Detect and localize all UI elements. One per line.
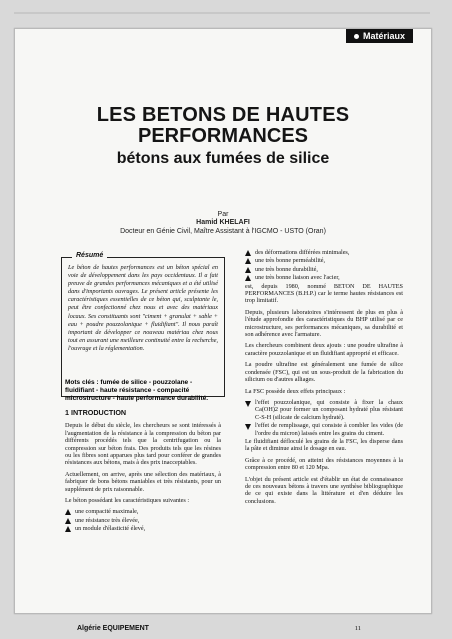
- triangle-down-bullet-icon: [245, 424, 251, 430]
- list-item-text: un module d'élasticité élevé,: [75, 525, 146, 533]
- intro-paragraph-3: Le béton possédant les caractéristiques suivantes :: [65, 497, 190, 505]
- section-title-intro: 1 INTRODUCTION: [65, 408, 127, 417]
- list-item-text: l'effet pouzzolanique, qui consiste à fixer la chaux Ca(OH)2 pour former un composant hydraté plus résistant C-S-H (silicate de calcium hydraté).: [255, 398, 403, 421]
- bullet-icon: [354, 34, 359, 39]
- author-name: Hamid KHELAFI: [196, 219, 250, 227]
- keywords-label: Mots clés :: [65, 379, 99, 386]
- page-title: [15, 105, 431, 168]
- document-page: [14, 28, 432, 632]
- keywords-text: fumée de silice - pouzzolane - fluidifiant - haute résistance - compacité microstructure - haute performance durabilité.: [65, 379, 209, 403]
- paragraph-fsc-effects-intro: La FSC possède deux effets principaux :: [245, 387, 346, 395]
- paragraph-researchers: Les chercheurs combinent deux ajouts : une poudre ultrafine à caractère pouzzolanique et un fluidifiant approprié et efficace.: [245, 342, 403, 357]
- characteristics-list: [65, 508, 221, 532]
- characteristics-list-continued: [245, 249, 403, 282]
- author-affiliation: Docteur en Génie Civil, Maître Assistant à l'IGCMO - USTO (Oran): [120, 227, 326, 235]
- section-tag: [346, 29, 413, 43]
- left-column: [65, 405, 221, 534]
- fsc-effects-list: [245, 399, 403, 437]
- footer-publication: Algérie EQUIPEMENT: [77, 625, 149, 632]
- paragraph-article-objective: L'objet du présent article est d'établir un état de connaissance de ces nouveaux bétons à travers une synthèse bibliographique de ce qui existe dans la littérature et d'en déduire les conclusions.: [245, 475, 403, 505]
- list-item-text: une compacité maximale,: [75, 508, 139, 516]
- list-item: [245, 274, 403, 281]
- title-line-3: bétons aux fumées de silice: [116, 150, 330, 167]
- byline-par: Par: [217, 211, 229, 218]
- triangle-bullet-icon: [245, 267, 251, 273]
- list-item: [65, 525, 221, 532]
- intro-paragraph-1: Depuis le début du siècle, les chercheurs se sont intéressés à l'augmentation de la résistance à la compression du béton par différents procédés tels que la centrifugation ou la compression sur béton frais. Des produits tels que les résines ou les fibres sont apparues plus tard pour conférer de grandes résistances aux bétons, mais à des prix inacceptables.: [65, 422, 221, 467]
- title-line-1: LES BETONS DE HAUTES: [96, 104, 350, 126]
- list-item: [245, 257, 403, 264]
- list-item-text: l'effet de remplissage, qui consiste à combler les vides (de l'ordre du micron) laissés entre les grains du ciment.: [255, 422, 403, 437]
- right-column: [245, 249, 403, 509]
- list-item-text: des déformations différées minimales,: [255, 249, 350, 256]
- triangle-bullet-icon: [65, 518, 71, 524]
- paragraph-resistance: Grâce à ce procédé, on atteint des résistances moyennes à la compression entre 80 et 120 Mpa.: [245, 456, 403, 472]
- paragraph-bhp-definition: est, depuis 1980, nommé BETON DE HAUTES PERFORMANCES (B.H.P.) car le terme hautes résistances est trop limitatif.: [245, 282, 403, 305]
- list-item-text: une très bonne durabilité,: [255, 265, 318, 273]
- section-tag-label: Matériaux: [362, 31, 405, 41]
- intro-paragraph-2: Actuellement, on arrive, après une sélection des matériaux, à fabriquer de bons bétons maniables et très résistants, pour un supplément de prix raisonnable.: [65, 470, 221, 493]
- list-item-text: une très bonne liaison avec l'acier,: [255, 274, 340, 282]
- triangle-bullet-icon: [65, 509, 71, 515]
- list-item: [245, 422, 403, 437]
- triangle-down-bullet-icon: [245, 401, 251, 407]
- abstract-title: Résumé: [72, 252, 107, 260]
- list-item: [245, 399, 403, 421]
- top-rule: [14, 12, 430, 14]
- list-item: [65, 508, 221, 515]
- paragraph-ultrafine-powder: La poudre ultrafine est généralement une fumée de silice condensée (FSC), qui est un sous-produit de la fabrication du silicium ou d'autres alliages.: [245, 361, 403, 384]
- abstract-text: Le béton de hautes performances est un béton spécial en voie de développement dans les pays occidentaux. Il a fait preuve de grandes performances mécaniques et a été utilisé dans d'importants ouvrages. Le présent article présente les caractéristiques essentielles de ce béton qui, sculptante le, peut être confectionné chez nous et avec des matériaux locaux. Ses constituants sont "ciment + granulat + sable + eau + poudre pouzzolanique + fluidifiant". Il nous paraît important de développer ce nouveau matériau chez nous tout en assurant une meilleure continuité entre la recherche, l'ouvrage et la réglementation.: [68, 264, 218, 352]
- keywords: [65, 379, 221, 404]
- triangle-bullet-icon: [65, 526, 71, 532]
- list-item-text: une résistance très élevée,: [75, 516, 140, 524]
- page-number: 11: [354, 625, 361, 632]
- list-item: [65, 517, 221, 524]
- abstract-box: [61, 252, 225, 397]
- list-item: [245, 266, 403, 273]
- list-item-text: une très bonne perméabilité,: [255, 257, 326, 265]
- byline: [15, 211, 431, 236]
- triangle-bullet-icon: [245, 275, 251, 281]
- list-item: [245, 249, 403, 256]
- triangle-bullet-icon: [245, 258, 251, 264]
- triangle-bullet-icon: [245, 250, 251, 256]
- title-line-2: PERFORMANCES: [137, 125, 308, 147]
- paragraph-fluidifiant: Le fluidifiant défloculé les grains de la FSC, les disperse dans la pâte et diminue ainsi le dosage en eau.: [245, 437, 403, 453]
- paragraph-laboratories: Depuis, plusieurs laboratoires s'intéressent de plus en plus à l'étude approfondie des caractéristiques du BHP utilisé par ce microstructure, ses performances mécaniques, sa durabilité et son adhérence avec l'armature.: [245, 308, 403, 339]
